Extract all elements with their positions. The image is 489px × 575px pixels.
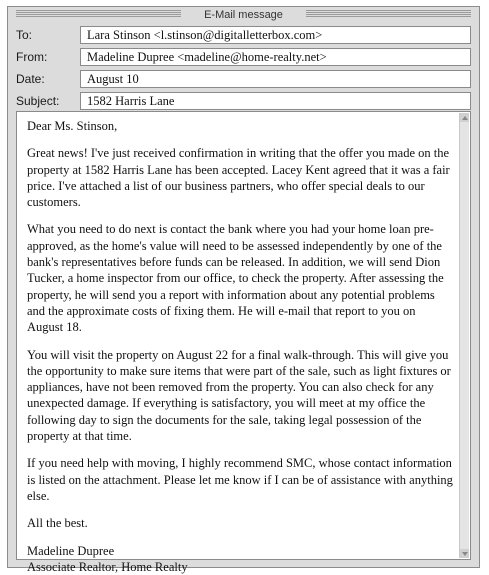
to-label: To: <box>16 28 33 42</box>
window-title: E-Mail message <box>200 9 287 21</box>
date-row <box>16 70 471 88</box>
title-bar-grip-right <box>306 10 471 18</box>
message-text <box>27 118 453 575</box>
title-bar-grip-left <box>16 10 181 18</box>
title-bar <box>8 7 479 22</box>
email-message-window <box>7 6 480 574</box>
body-paragraph: Great news! I've just received confirmation in writing that the offer you made on the property at 1582 Harris Lane has been accepted. Lacey Kent agreed that it was a fair price. I've attached a list of our business partners, who offer special deals to our customers. <box>27 146 450 210</box>
to-row <box>16 26 471 44</box>
date-field[interactable]: August 10 <box>80 70 471 88</box>
body-paragraph: If you need help with moving, I highly recommend SMC, whose contact information is listed on the attachment. Please let me know if I can be of assistance with anything else. <box>27 456 453 503</box>
message-body[interactable] <box>16 111 471 574</box>
from-field[interactable]: Madeline Dupree <madeline@home-realty.net> <box>80 48 471 66</box>
subject-field[interactable]: 1582 Harris Lane <box>80 92 471 110</box>
body-paragraph: You will visit the property on August 22 for a final walk-through. This will give you the opportunity to make sure items that were part of the sale, such as light fixtures or appliances, have not been removed from the property. You can also check for any unexpected damage. If everything is satisfactory, you will meet at my office the following day to sign the documents for the sale, taking legal possession of the property at that time. <box>27 347 451 444</box>
signature-title: Associate Realtor, Home Realty <box>27 559 188 574</box>
closing: All the best. <box>27 516 88 531</box>
to-field[interactable]: Lara Stinson <l.stinson@digitalletterbox.com> <box>80 26 471 44</box>
greeting: Dear Ms. Stinson, <box>27 119 118 133</box>
date-label: Date: <box>16 72 45 86</box>
from-row <box>16 48 471 66</box>
from-label: From: <box>16 50 48 64</box>
scroll-down-arrow-icon[interactable] <box>460 549 469 558</box>
signature-name: Madeline Dupree <box>27 543 115 558</box>
vertical-scrollbar[interactable] <box>459 113 469 558</box>
body-paragraph: What you need to do next is contact the bank where you had your home loan pre-approved, as the home's value will need to be assessed independently by one of the bank's representatives before funds can be released. In addition, we will send Dion Tucker, a home inspector from our office, to check the property. After assessing the property, he will send you a report with information about any potential problems and the approximate costs of fixing them. He will e-mail that report to you on August 18. <box>27 222 444 335</box>
subject-label: Subject: <box>16 94 60 108</box>
scroll-up-arrow-icon[interactable] <box>460 113 469 122</box>
subject-row <box>16 92 471 110</box>
